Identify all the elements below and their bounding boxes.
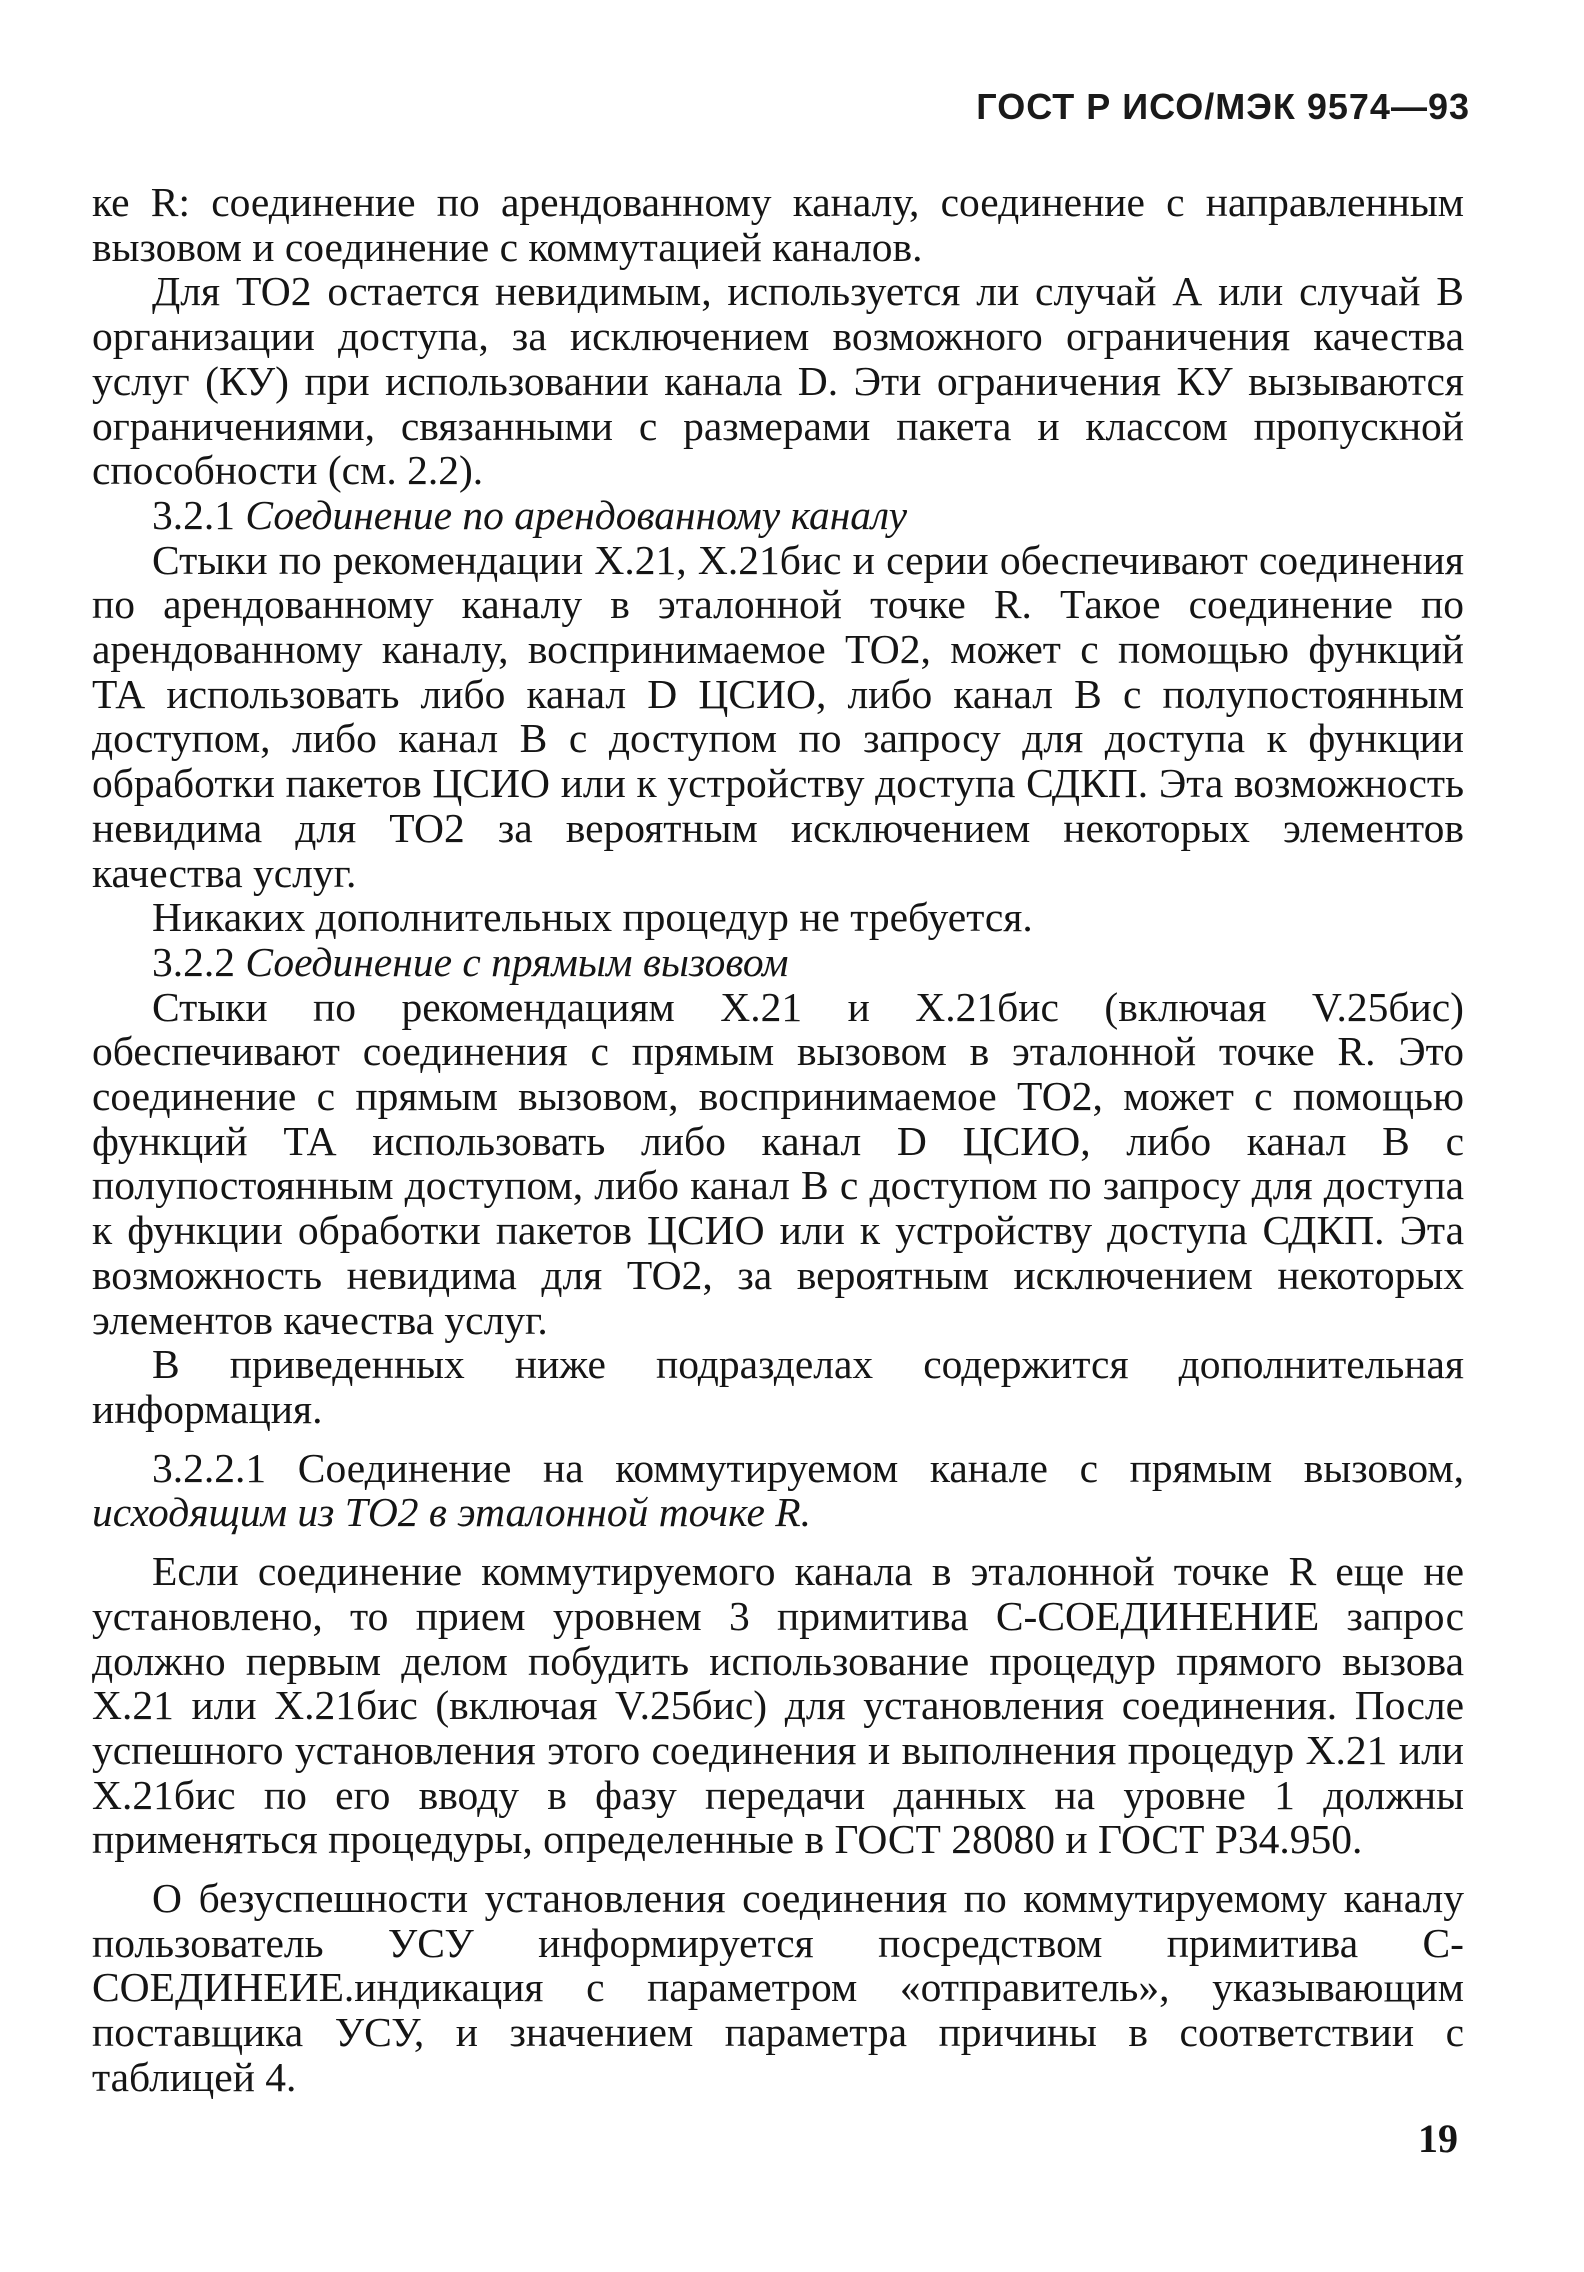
section-title: Соединение с прямым вызовом [245, 938, 789, 985]
document-body [92, 180, 1464, 2100]
section-title: Соединение по арендованному каналу [245, 491, 908, 538]
paragraph-visibility-note: Для ТО2 остается невидимым, используется ли случай А или случай В организации доступа, за исключением возможного ограничения качества услуг (КУ) при использовании канала D. Эти ограничения КУ вызываются ограничениями, связанными с размерами пакета и классом пропускной способности (см. 2.2). [92, 268, 1464, 494]
section-number: 3.2.2.1 [152, 1444, 267, 1491]
paragraph-connection-failure: О безуспешности установления соединения по коммутируемому каналу пользователь УСУ информируется посредством примитива С-СОЕДИНЕИЕ.индикация с параметром «отправитель», указывающим поставщика УСУ, и значением параметра причины в соответствии с таблицей 4. [92, 1875, 1464, 2100]
paragraph-additional-info: В приведенных ниже подразделах содержится дополнительная информация. [92, 1341, 1464, 1432]
section-heading-3-2-2 [92, 940, 1464, 985]
section-heading-3-2-2-1 [92, 1446, 1464, 1535]
paragraph-no-procedures: Никаких дополнительных процедур не требуется. [152, 894, 1033, 941]
section-heading-3-2-1 [92, 493, 1464, 538]
section-title-italic: исходящим из ТО2 в эталонной точке R. [92, 1489, 812, 1536]
page-number: 19 [1418, 2116, 1458, 2161]
section-number: 3.2.1 [152, 491, 235, 538]
running-header: ГОСТ Р ИСО/МЭК 9574—93 [976, 86, 1470, 127]
section-title-plain: Соединение на коммутируемом канале с прямым вызовом, [297, 1444, 1465, 1491]
paragraph-direct-call: Стыки по рекомендациям Х.21 и Х.21бис (включая V.25бис) обеспечивают соединения с прямым вызовом в эталонной точке R. Это соединение с прямым вызовом, воспринимаемое ТО2, может с помощью функций ТА использовать либо канал D ЦСИО, либо канал В с полупостоянным доступом, либо канал В с доступом по запросу для доступа к функции обработки пакетов ЦСИО или к устройству доступа СДКП. Эта возможность невидима для ТО2, за вероятным исключением некоторых элементов качества услуг. [92, 983, 1464, 1343]
paragraph-leased-channel: Стыки по рекомендации Х.21, Х.21бис и серии обеспечивают соединения по арендованному каналу в эталонной точке R. Такое соединение по арендованному каналу, воспринимаемое ТО2, может с помощью функций ТА использовать либо канал D ЦСИО, либо канал В с полупостоянным доступом, либо канал В с доступом по запросу для доступа к функции обработки пакетов ЦСИО или к устройству доступа СДКП. Эта возможность невидима для ТО2 за вероятным исключением некоторых элементов качества услуг. [92, 536, 1464, 896]
paragraph-switched-channel: Если соединение коммутируемого канала в эталонной точке R еще не установлено, то прием уровнем 3 примитива С-СОЕДИНЕНИЕ запрос должно первым делом побудить использование процедур прямого вызова Х.21 или Х.21бис (включая V.25бис) для установления соединения. После успешного установления этого соединения и выполнения процедур Х.21 или Х.21бис по его вводу в фазу передачи данных на уровне 1 должны применяться процедуры, определенные в ГОСТ 28080 и ГОСТ Р34.950. [92, 1548, 1464, 1863]
section-number: 3.2.2 [152, 938, 235, 985]
paragraph-continuation: ке R: соединение по арендованному каналу, соединение с направленным вызовом и соединение с коммутацией каналов. [92, 179, 1464, 270]
